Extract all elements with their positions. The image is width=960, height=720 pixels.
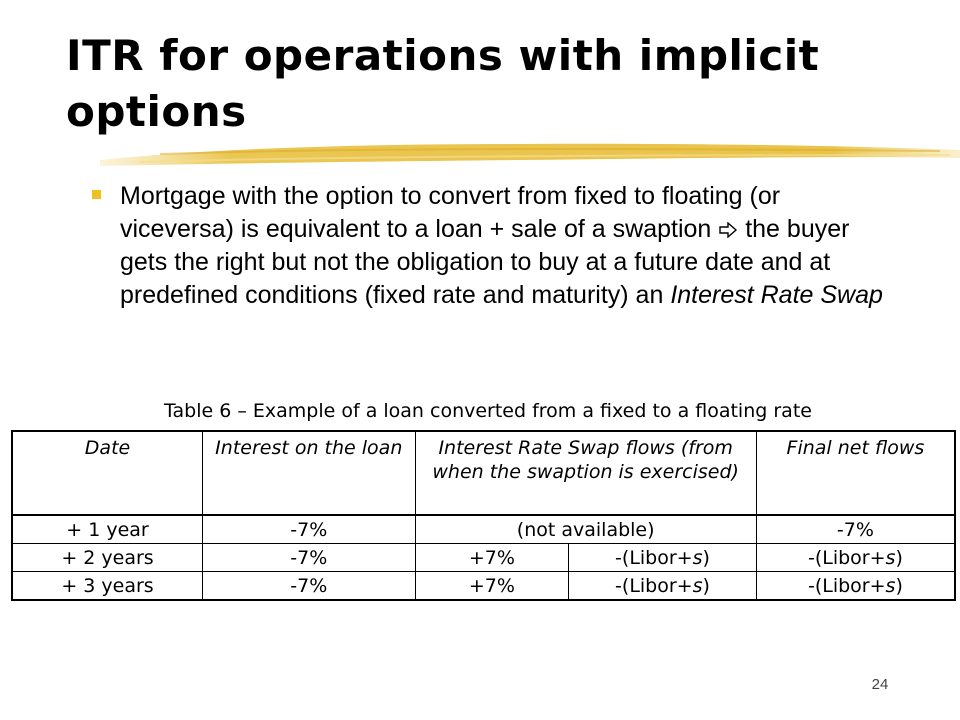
table-row bbox=[12, 572, 955, 601]
cell-date: + 1 year bbox=[12, 515, 203, 544]
table-caption: Table 6 – Example of a loan converted from a fixed to a floating rate bbox=[164, 400, 812, 422]
cell-net: -7% bbox=[756, 515, 955, 544]
cell-swap-receive: +7% bbox=[415, 544, 569, 572]
bullet-text-part2: the buyer gets the right but not the obligation to buy at a future date and at predefined conditions (fixed rate and maturity) an bbox=[120, 215, 850, 309]
cell-net: -(Libor+s) bbox=[756, 572, 955, 601]
title-underline-brush-stroke bbox=[100, 136, 960, 176]
slide-title: ITR for operations with implicit options bbox=[66, 31, 820, 136]
cell-date: + 3 years bbox=[12, 572, 203, 601]
bullet-text-part1: Mortgage with the option to convert from fixed to floating (or viceversa) is equivalent to a loan + sale of a swaption bbox=[120, 182, 781, 243]
arrow-right-icon bbox=[718, 222, 738, 238]
header-net-flows: Final net flows bbox=[756, 431, 955, 515]
cell-swap-pay: -(Libor+s) bbox=[569, 572, 757, 601]
header-swap-flows: Interest Rate Swap flows (from when the swaption is exercised) bbox=[415, 431, 756, 515]
page-number: 24 bbox=[871, 676, 889, 693]
bullet-text-italic: Interest Rate Swap bbox=[670, 281, 883, 309]
header-interest: Interest on the loan bbox=[203, 431, 416, 515]
header-date: Date bbox=[12, 431, 203, 515]
cell-interest: -7% bbox=[203, 544, 416, 572]
cell-interest: -7% bbox=[203, 515, 416, 544]
cell-date: + 2 years bbox=[12, 544, 203, 572]
square-bullet-icon bbox=[92, 190, 101, 199]
table-row bbox=[12, 544, 955, 572]
cell-net: -(Libor+s) bbox=[756, 544, 955, 572]
cell-swap-receive: +7% bbox=[415, 572, 569, 601]
table-row bbox=[12, 515, 955, 544]
loan-conversion-table bbox=[11, 430, 956, 601]
cell-swap: (not available) bbox=[415, 515, 756, 544]
cell-interest: -7% bbox=[203, 572, 416, 601]
bullet-text bbox=[120, 180, 890, 312]
table-header-row bbox=[12, 431, 955, 515]
cell-swap-pay: -(Libor+s) bbox=[569, 544, 757, 572]
